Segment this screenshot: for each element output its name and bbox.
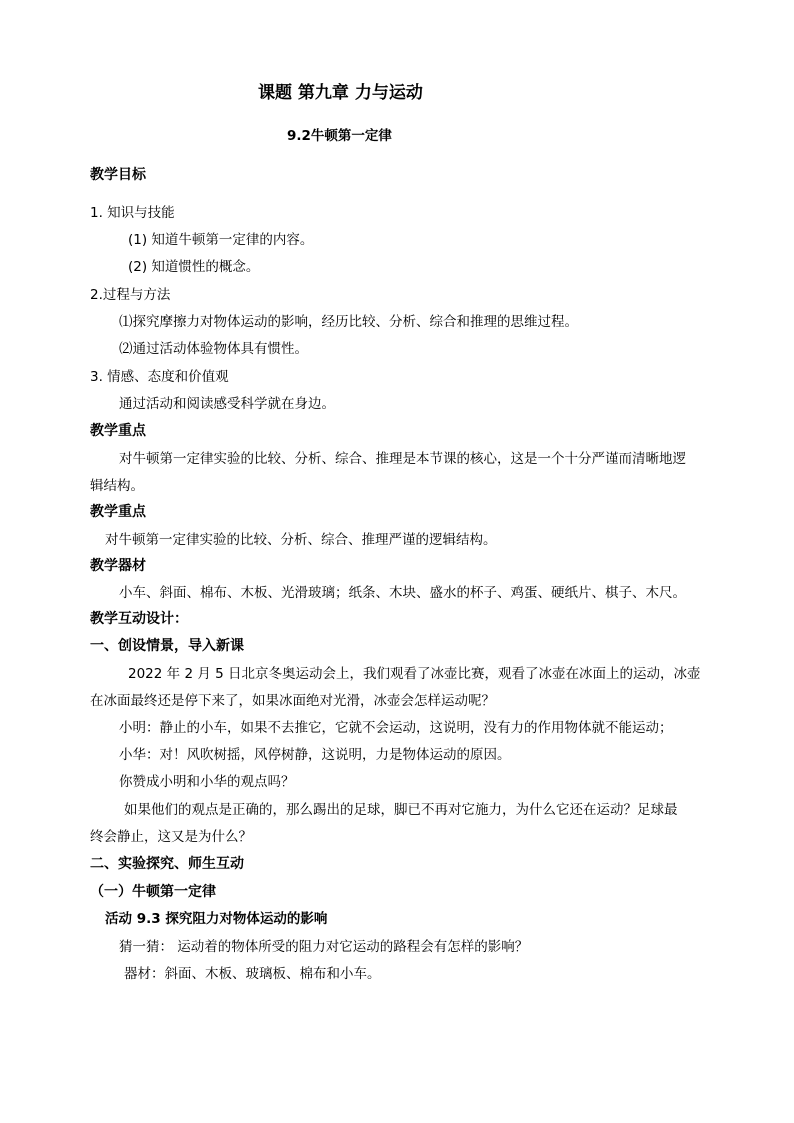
section-1-paragraph-1-line-1: 2022 年 2 月 5 日北京冬奥运动会上，我们观看了冰壶比赛，观看了冰壶在冰面上的运动，冰壶 <box>128 666 701 682</box>
key-points-line-1: 对牛顿第一定律实验的比较、分析、综合、推理是本节课的核心，这是一个十分严谨而清晰地逻 <box>119 451 686 467</box>
objective-process-1: ⑴探究摩擦力对物体运动的影响，经历比较、分析、综合和推理的思维过程。 <box>119 314 578 330</box>
objective-values-1: 通过活动和阅读感受科学就在身边。 <box>119 396 335 412</box>
xiaohua-statement: 小华：对！风吹树摇，风停树静，这说明，力是物体运动的原因。 <box>119 747 511 763</box>
objectives-heading: 教学目标 <box>90 167 146 183</box>
xiaoming-statement: 小明：静止的小车，如果不去推它，它就不会运动，这说明，没有力的作用物体就不能运动； <box>119 720 673 736</box>
section-1-heading: 一、创设情景，导入新课 <box>90 638 244 654</box>
objective-knowledge-1: (1) 知道牛顿第一定律的内容。 <box>128 232 314 248</box>
design-heading: 教学互动设计： <box>90 611 188 627</box>
section-1-paragraph-2-line-2: 终会静止，这又是为什么？ <box>90 829 252 845</box>
equipment-heading: 教学器材 <box>90 558 146 574</box>
objective-knowledge: 1. 知识与技能 <box>90 205 175 221</box>
objective-process: 2.过程与方法 <box>90 287 171 303</box>
guess-line: 猜一猜： 运动着的物体所受的阻力对它运动的路程会有怎样的影响？ <box>119 939 529 955</box>
activity-title: 活动 9.3 探究阻力对物体运动的影响 <box>105 911 328 927</box>
section-2-heading: 二、实验探究、师生互动 <box>90 856 244 872</box>
objective-process-2: ⑵通过活动体验物体具有惯性。 <box>119 341 308 357</box>
difficult-points-line-1: 对牛顿第一定律实验的比较、分析、综合、推理严谨的逻辑结构。 <box>105 532 497 548</box>
objective-values: 3. 情感、态度和价值观 <box>90 369 229 385</box>
subsection-newton-first-law: （一）牛顿第一定律 <box>90 884 216 900</box>
section-1-paragraph-1-line-2: 在冰面最终还是停下来了，如果冰面绝对光滑，冰壶会怎样运动呢？ <box>90 693 495 709</box>
lesson-subtitle: 9.2牛顿第一定律 <box>287 128 392 144</box>
difficult-points-heading: 教学重点 <box>90 504 146 520</box>
section-1-paragraph-2-line-1: 如果他们的观点是正确的，那么踢出的足球，脚已不再对它施力，为什么它还在运动？足球最 <box>124 802 678 818</box>
key-points-heading: 教学重点 <box>90 423 146 439</box>
question-line: 你赞成小明和小华的观点吗？ <box>119 774 295 790</box>
key-points-line-2: 辑结构。 <box>90 478 144 494</box>
equipment-list: 小车、斜面、棉布、木板、光滑玻璃；纸条、木块、盛水的杯子、鸡蛋、硬纸片、棋子、木尺。 <box>119 585 686 601</box>
objective-knowledge-2: (2) 知道惯性的概念。 <box>128 259 260 275</box>
lesson-title: 课题 第九章 力与运动 <box>258 83 423 103</box>
materials-line: 器材：斜面、木板、玻璃板、棉布和小车。 <box>124 966 381 982</box>
